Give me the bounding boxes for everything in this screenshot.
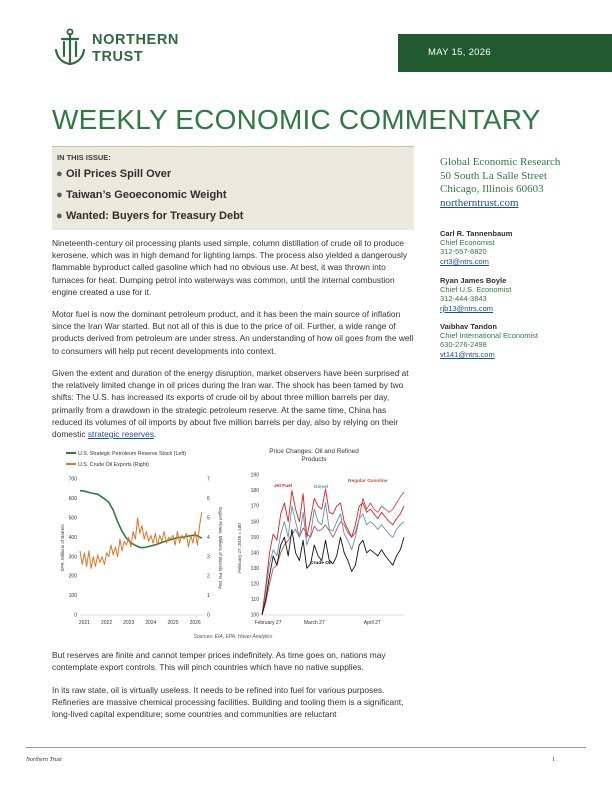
- axis-label: February 27, 2026 = 100: [237, 523, 242, 573]
- y-tick-label: 100: [250, 612, 259, 619]
- contact-card: [440, 229, 610, 266]
- y-right-tick-label: 4: [207, 534, 210, 541]
- y-tick-label: 160: [250, 519, 259, 526]
- contact-name: Vaibhav Tandon: [440, 322, 497, 331]
- label-crude-oil: Crude Oil: [310, 561, 332, 566]
- y-right-tick-label: 3: [207, 554, 210, 561]
- chart-title: Price Changes: Oil and Refined Products: [269, 448, 359, 463]
- y-right-tick-label: 2: [207, 573, 210, 580]
- sidebar-address: [440, 156, 600, 210]
- y-tick-label: 120: [250, 581, 259, 588]
- y-tick-label: 400: [68, 534, 77, 541]
- price-changes-chart: [237, 448, 404, 626]
- x-tick-label: February 27: [254, 620, 282, 626]
- contact-email[interactable]: vt141@ntrs.com: [440, 349, 495, 359]
- y-right-tick-label: 7: [207, 476, 210, 483]
- contact-phone: 312-557-8820: [440, 247, 487, 257]
- x-tick-label: 2024: [145, 620, 157, 626]
- x-tick-label: 2023: [123, 620, 135, 626]
- logo-wordmark: [92, 32, 179, 66]
- y-right-tick-label: 0: [207, 612, 210, 619]
- paragraph-4: But reserves are finite and cannot temper prices indefinitely. As time goes on, nations may contemplate export controls. This will pinch countries which have no native supplies.: [52, 650, 386, 673]
- paragraph-3-end: .: [153, 429, 157, 440]
- issue-item-label: Taiwan’s Geoeconomic Weight: [66, 189, 227, 201]
- legend-label-exports: U.S. Crude Oil Exports (Right): [78, 462, 149, 468]
- contact-title: Chief U.S. Economist: [440, 285, 512, 295]
- contact-title: Chief Economist: [440, 238, 495, 248]
- footer-brand: Northern Trust: [26, 757, 62, 763]
- charts-panel: [52, 447, 414, 633]
- y-tick-label: 200: [68, 573, 77, 580]
- label-diesel: Diesel: [314, 485, 329, 490]
- y-right-tick-label: 6: [207, 496, 210, 503]
- y-tick-label: 300: [68, 554, 77, 561]
- crude-exports-line: [80, 512, 202, 568]
- regular-gasoline-line: [262, 492, 404, 615]
- contact-title: Chief International Economist: [440, 331, 538, 341]
- right-axis-label: Export Flows, Millions of Barrels Per Day: [218, 507, 223, 589]
- x-tick-label: 2026: [189, 620, 201, 626]
- legend-label-spr: U.S. Strategic Petroleum Reserve Stock (Left): [78, 451, 187, 457]
- spr-exports-chart: [60, 451, 223, 626]
- logo-line-1: NORTHERN: [92, 32, 179, 48]
- contact-phone: 312-444-3843: [440, 294, 487, 304]
- in-this-issue-box: [52, 146, 414, 230]
- y-tick-label: 500: [68, 515, 77, 522]
- contact-email[interactable]: rjb13@ntrs.com: [440, 303, 494, 313]
- y-tick-label: 180: [250, 488, 259, 495]
- issue-item[interactable]: [56, 189, 227, 201]
- label-regular-gasoline: Regular Gasoline: [348, 479, 388, 484]
- contact-card: [440, 322, 610, 359]
- y-tick-label: 600: [68, 496, 77, 503]
- issue-date: MAY 15, 2026: [428, 47, 491, 58]
- contact-phone: 630-276-2498: [440, 340, 487, 350]
- issue-item[interactable]: [56, 168, 171, 180]
- y-right-tick-label: 5: [207, 515, 210, 522]
- issue-item[interactable]: [56, 210, 243, 222]
- y-tick-label: 0: [74, 612, 77, 619]
- y-tick-label: 140: [250, 550, 259, 557]
- paragraph-3-text: Given the extent and duration of the energy disruption, market observers have been surprised at the relatively limited change in oil prices during the Iran war. The shock has been tamed by two shifts: The U.S. has increased its exports of crude oil by about three million barrels per day, primarily from a drawdown in the strategic petroleum reserve. At the same time, China has reduced its volumes of oil imports by about five million barrels per day, also by relying on their domestic: [52, 368, 409, 440]
- date-banner: [398, 34, 612, 72]
- bullet-icon: ●: [56, 168, 63, 180]
- website-link[interactable]: northerntrust.com: [440, 196, 519, 209]
- contact-email[interactable]: crt3@ntrs.com: [440, 256, 489, 266]
- issue-item-label: Oil Prices Spill Over: [66, 168, 172, 180]
- issue-item-label: Wanted: Buyers for Treasury Debt: [66, 210, 244, 222]
- x-tick-label: 2022: [101, 620, 113, 626]
- contact-name: Carl R. Tannenbaum: [440, 229, 513, 238]
- y-tick-label: 100: [68, 593, 77, 600]
- page-number: 1: [552, 757, 555, 763]
- paragraph-3: [52, 367, 414, 440]
- x-tick-label: 2025: [167, 620, 179, 626]
- contact-name: Ryan James Boyle: [440, 276, 507, 285]
- northern-trust-logo: [52, 28, 202, 70]
- chart-source: Sources: EIA, EPA, Haver Analytics: [193, 634, 273, 640]
- y-right-tick-label: 1: [207, 593, 210, 600]
- y-tick-label: 700: [68, 476, 77, 483]
- page-title: WEEKLY ECONOMIC COMMENTARY: [52, 104, 541, 135]
- paragraph-1: Nineteenth-century oil processing plants used simple, column distillation of crude oil to produce kerosene, which was in high demand for lighting lamps. The process also yielded a dangerously flammable byproduct called gasoline which had no obvious use. At best, it was thrown into furnaces for heat. Dumping petrol into waterways was common, until the internal combustion engine created a use for it.: [52, 238, 408, 297]
- x-tick-label: 2021: [78, 620, 90, 626]
- y-tick-label: 170: [250, 503, 259, 510]
- y-tick-label: 150: [250, 534, 259, 541]
- contact-card: [440, 276, 610, 313]
- bullet-icon: ●: [56, 210, 63, 222]
- anchor-logo-icon: [52, 28, 88, 68]
- paragraph-5: In its raw state, oil is virtually useless. It needs to be refined into fuel for various purposes. Refineries are massive chemical processing facilities. Building and tooling them is a significant, long-lived capital expenditure; some countries and communities are reluctant: [52, 685, 404, 720]
- paragraph-2: Motor fuel is now the dominant petroleum product, and it has been the main source of inflation since the Iran War started. But not all of this is due to the price of oil. Further, a wide range of products derived from petroleum are under stress. An understanding of how oil goes from the well to consumers will help put recent developments into context.: [52, 309, 414, 356]
- footer-divider: [26, 747, 586, 748]
- diesel-line: [262, 503, 404, 615]
- label-jet-fuel: Jet Fuel: [274, 484, 293, 489]
- in-this-issue-heading: IN THIS ISSUE:: [57, 153, 111, 162]
- org-city: Chicago, Illinois 60603: [440, 183, 544, 195]
- crude-oil-line: [262, 529, 404, 615]
- strategic-reserves-link[interactable]: strategic reserves: [87, 429, 154, 440]
- y-tick-label: 130: [250, 565, 259, 572]
- x-tick-label: April 27: [363, 620, 381, 626]
- y-tick-label: 190: [250, 472, 259, 479]
- bullet-icon: ●: [56, 189, 63, 201]
- y-tick-label: 110: [251, 597, 259, 604]
- left-axis-label: SPR, Millions of Barrels: [60, 524, 65, 572]
- logo-line-2: TRUST: [92, 49, 144, 65]
- org-name: Global Economic Research: [440, 156, 561, 168]
- org-street: 50 South La Salle Street: [440, 169, 547, 182]
- x-tick-label: March 27: [303, 620, 325, 626]
